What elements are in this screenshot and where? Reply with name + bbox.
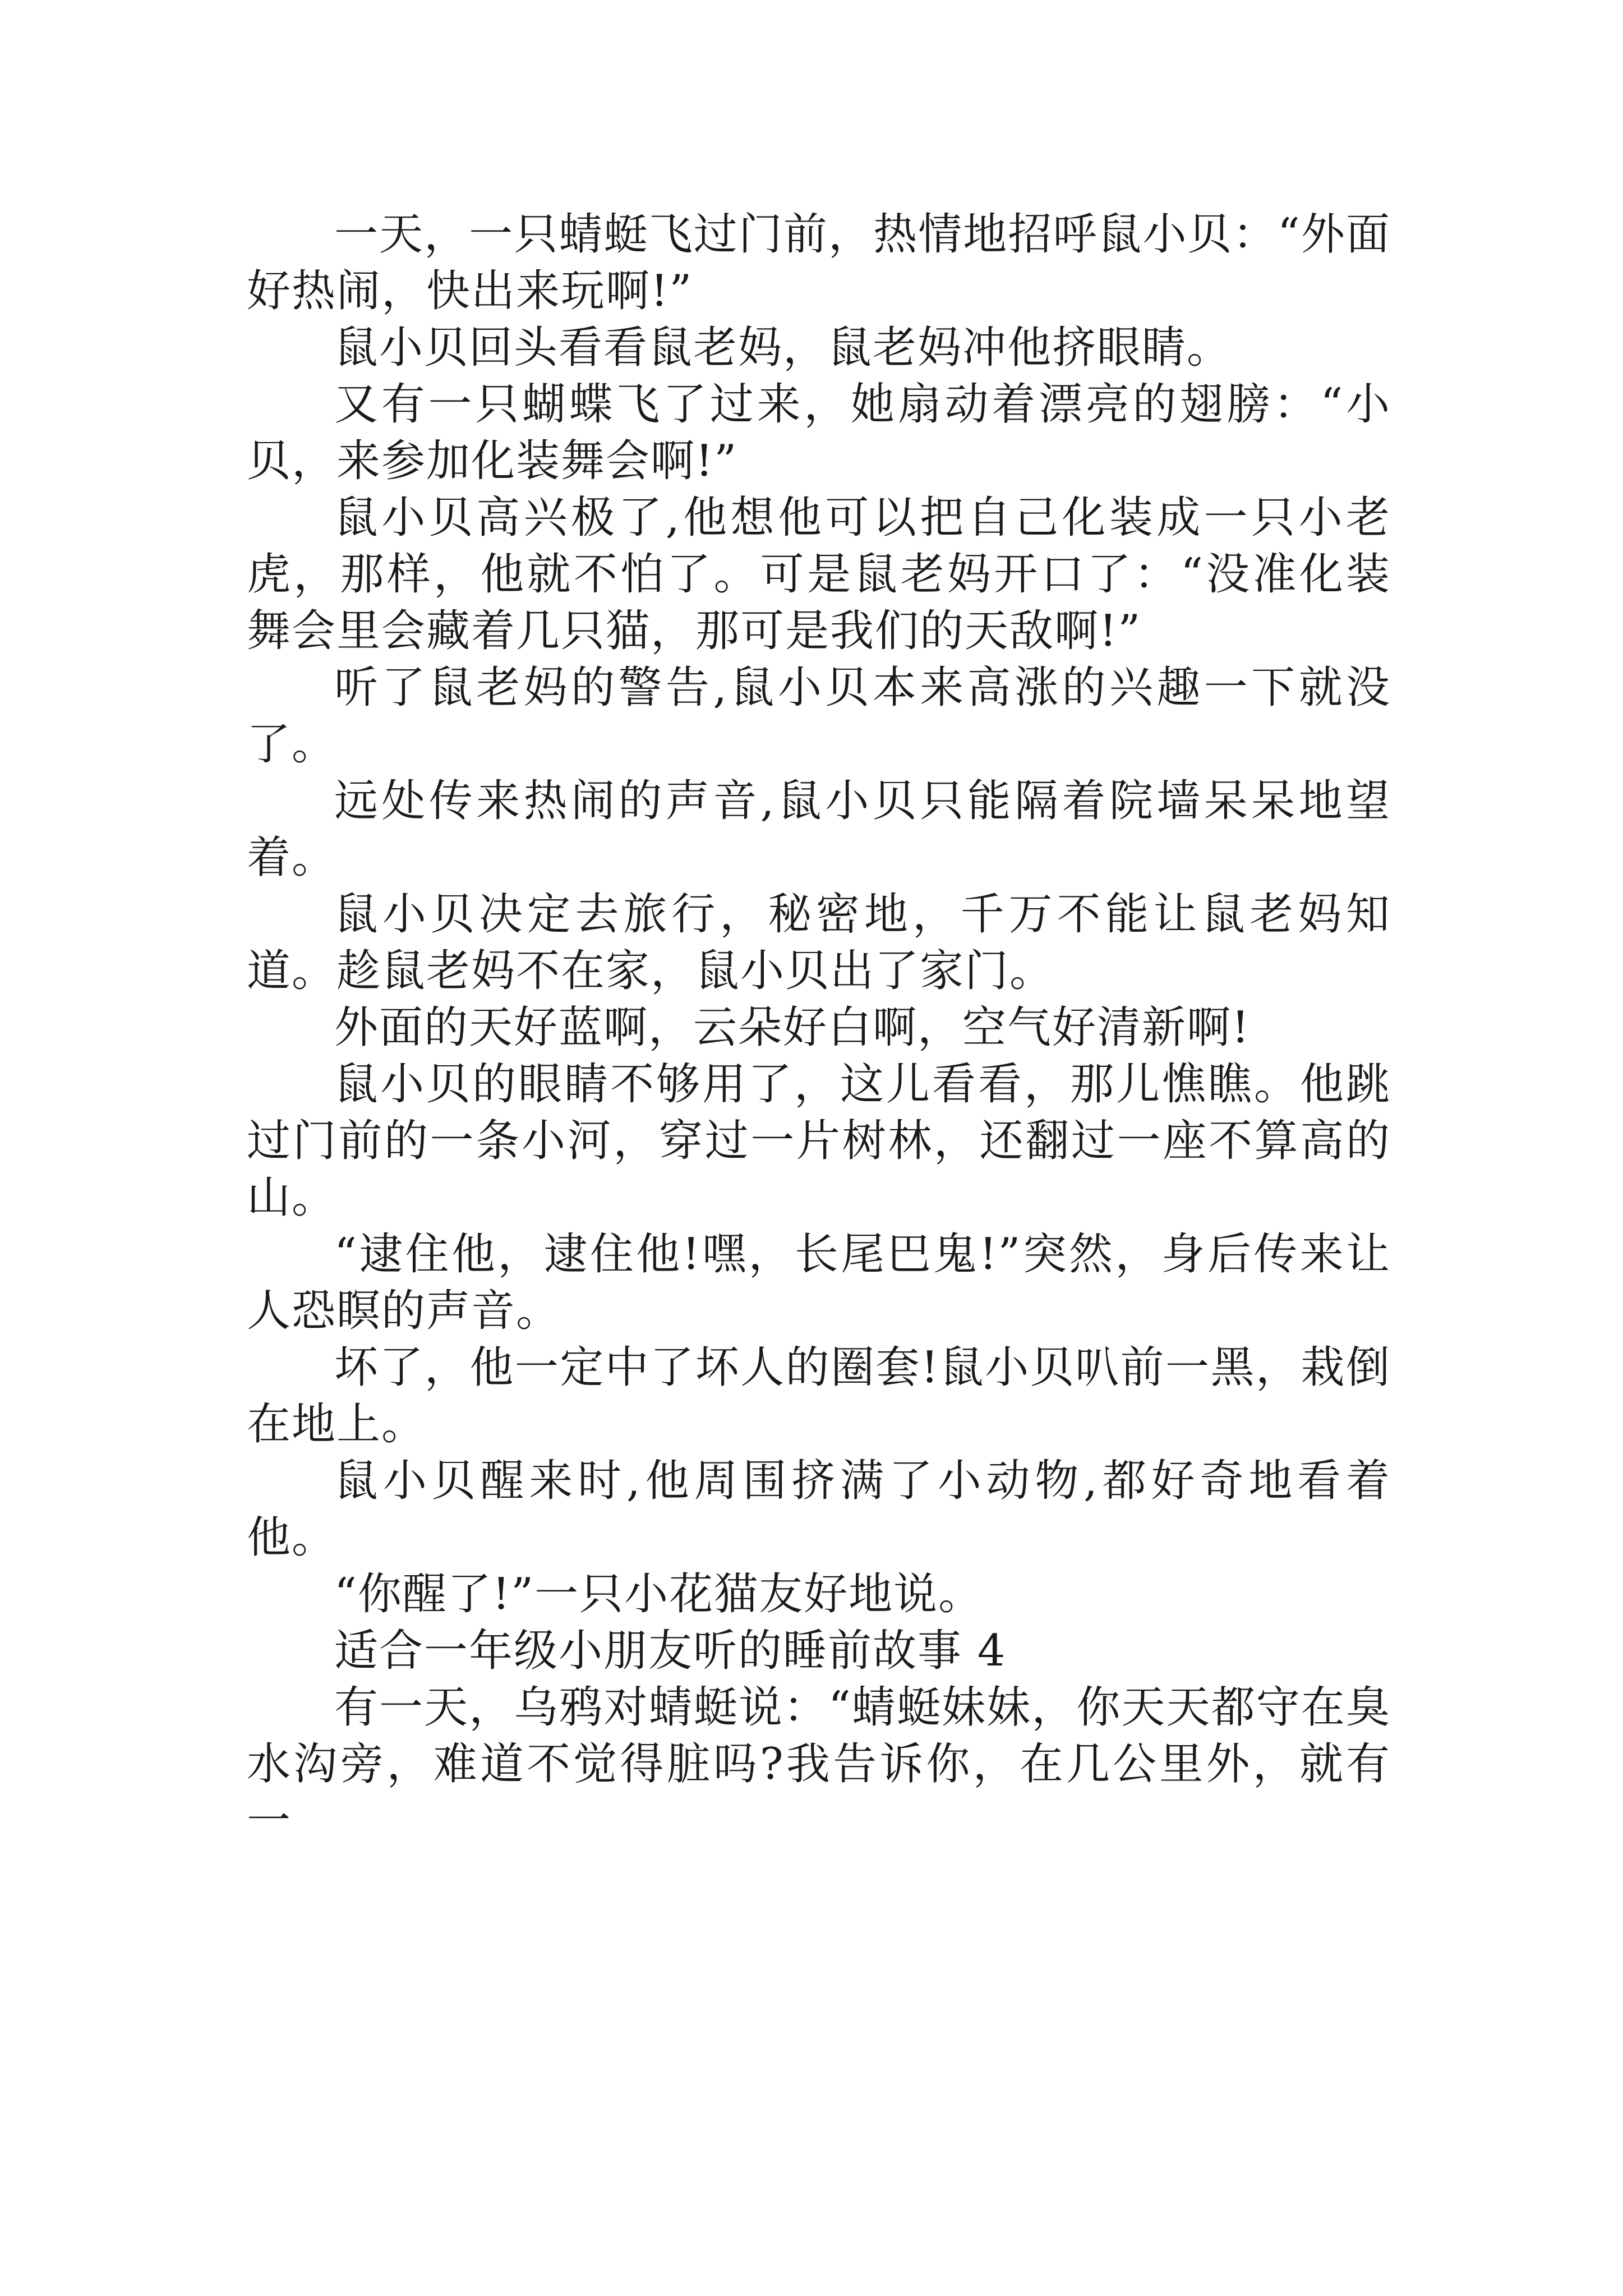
paragraph: 外面的天好蓝啊，云朵好白啊，空气好清新啊! [334, 1002, 1251, 1053]
paragraph: 鼠小贝决定去旅行，秘密地，千万不能让鼠老妈知道。趁鼠老妈不在家，鼠小贝出了家门。 [247, 889, 1391, 996]
paragraph: 一天，一只蜻蜓飞过门前，热情地招呼鼠小贝：“外面好热闹，快出来玩啊!” [247, 209, 1391, 316]
paragraph: “你醒了!”一只小花猫友好地说。 [334, 1569, 984, 1619]
paragraph: “逮住他，逮住他!嘿，长尾巴鬼!”突然，身后传来让人恐瞑的声音。 [247, 1229, 1391, 1336]
paragraph: 鼠小贝高兴极了,他想他可以把自己化装成一只小老虎，那样，他就不怕了。可是鼠老妈开口了：“没准化装舞会里会藏着几只猫，那可是我们的天敌啊!” [247, 493, 1391, 656]
paragraph: 有一天，乌鸦对蜻蜓说：“蜻蜓妹妹，你天天都守在臭水沟旁，难道不觉得脏吗?我告诉你，在几公里外，就有一 [247, 1682, 1391, 1846]
paragraph: 鼠小贝的眼睛不够用了，这儿看看，那儿憔瞧。他跳过门前的一条小河，穿过一片树林，还翻过一座不算高的山。 [247, 1059, 1391, 1223]
paragraph: 鼠小贝回头看看鼠老妈，鼠老妈冲他挤眼睛。 [334, 323, 1232, 373]
story-text [247, 206, 1391, 1849]
paragraph: 鼠小贝醒来时,他周围挤满了小动物,都好奇地看着他。 [247, 1456, 1391, 1563]
paragraph: 远处传来热闹的声音,鼠小贝只能隔着院墙呆呆地望着。 [247, 776, 1391, 883]
paragraph: 听了鼠老妈的警告,鼠小贝本来高涨的兴趣一下就没了。 [247, 662, 1391, 770]
paragraph: 又有一只蝴蝶飞了过来，她扇动着漂亮的翅膀：“小贝，来参加化装舞会啊!” [247, 379, 1391, 486]
section-heading: 适合一年级小朋友听的睡前故事 4 [334, 1626, 1007, 1676]
paragraph: 坏了，他一定中了坏人的圈套!鼠小贝叭前一黑，栽倒在地上。 [247, 1342, 1391, 1450]
